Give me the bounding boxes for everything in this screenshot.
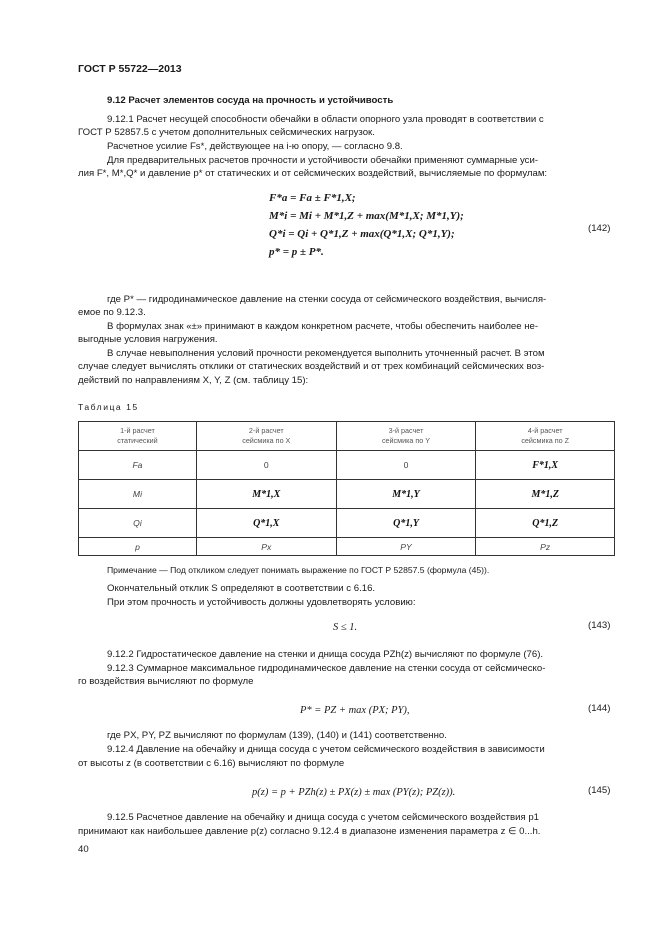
paragraph-refined-line3: действий по направлениям X, Y, Z (см. таблицу 15): <box>78 375 309 386</box>
table-cell: 0 <box>196 451 336 480</box>
table-cell: F*1,X <box>476 451 615 480</box>
section-title: 9.12 Расчет элементов сосуда на прочность и устойчивость <box>107 95 394 106</box>
paragraph-9-12-3-line2: го воздействия вычисляют по формуле <box>78 676 254 687</box>
table-cell: p <box>79 538 197 556</box>
paragraph-9-12-1-line1: 9.12.1 Расчет несущей способности обечайки в области опорного узла проводят в соответствии с <box>107 114 544 125</box>
page-number: 40 <box>78 844 89 855</box>
paragraph-prelim-line1: Для предварительных расчетов прочности и устойчивости обечайки применяют суммарные уси- <box>107 155 539 166</box>
table-header-cell: 4-й расчет сейсмика по Z <box>476 422 615 451</box>
equation-number-145: (145) <box>588 785 611 796</box>
formula-143: S ≤ 1. <box>333 622 358 633</box>
paragraph-where-line1: где P* — гидродинамическое давление на стенки сосуда от сейсмического воздействия, вычисля- <box>107 294 547 305</box>
paragraph-9-12-5-line2: принимают как наибольшее давление p(z) согласно 9.12.4 в диапазоне изменения параметра z ∈ 0...h. <box>78 826 541 837</box>
table-header-row <box>79 422 615 451</box>
paragraph-sign-line1: В формулах знак «±» принимают в каждом конкретном расчете, чтобы обеспечить наиболее не- <box>107 321 539 332</box>
formula-142-line3: Q*i = Qi + Q*1,Z + max(Q*1,X; Q*1,Y); <box>269 228 455 240</box>
table-cell: PY <box>336 538 476 556</box>
equation-number-143: (143) <box>588 620 611 631</box>
table-cell: 0 <box>336 451 476 480</box>
equation-number-142: (142) <box>588 223 611 234</box>
table-15 <box>78 421 615 556</box>
paragraph-refined-line2: случае следует вычислять отклики от статических воздействий и от трех комбинаций сейсмических воз- <box>78 361 545 372</box>
paragraph-refined-line1: В случае невыполнения условий прочности рекомендуется выполнить уточненный расчет. В этом <box>107 348 545 359</box>
paragraph-9-12-1-line2: ГОСТ Р 52857.5 с учетом дополнительных сейсмических нагрузок. <box>78 127 375 138</box>
table-caption: Таблица 15 <box>78 402 139 412</box>
table-cell: Qi <box>79 509 197 538</box>
paragraph-sign-line2: выгодные условия нагружения. <box>78 334 218 345</box>
table-header-cell: 3-й расчет сейсмика по Y <box>336 422 476 451</box>
formula-144: P* = PZ + max (PX; PY), <box>300 705 410 716</box>
paragraph-prelim-line2: лия F*, M*,Q* и давление p* от статических и от сейсмических воздействий, вычисляемые по формулам: <box>78 168 548 179</box>
table-cell: M*1,Y <box>336 480 476 509</box>
paragraph-9-12-3-line1: 9.12.3 Суммарное максимальное гидродинамическое давление на стенки сосуда от сейсмическо- <box>107 663 546 674</box>
table-cell: M*1,X <box>196 480 336 509</box>
table-cell: Fa <box>79 451 197 480</box>
paragraph-final-response: Окончательный отклик S определяют в соответствии с 6.16. <box>107 583 376 594</box>
paragraph-where-pxyz: где PX, PY, PZ вычисляют по формулам (139), (140) и (141) соответственно. <box>107 730 447 741</box>
table-cell: Q*1,Y <box>336 509 476 538</box>
table-row <box>79 451 615 480</box>
table-header-cell: 2-й расчет сейсмика по X <box>196 422 336 451</box>
table-note: Примечание — Под откликом следует понимать выражение по ГОСТ Р 52857.5 (формула (45)). <box>107 565 490 575</box>
equation-number-144: (144) <box>588 703 611 714</box>
table-cell: Mi <box>79 480 197 509</box>
paragraph-force: Расчетное усилие Fs*, действующее на i-ю опору, — согласно 9.8. <box>107 141 403 152</box>
paragraph-9-12-2: 9.12.2 Гидростатическое давление на стенки и днища сосуда PZh(z) вычисляют по формуле (76). <box>107 649 544 660</box>
table-row <box>79 509 615 538</box>
table-cell: Q*1,Z <box>476 509 615 538</box>
table-cell: Q*1,X <box>196 509 336 538</box>
paragraph-where-line2: емое по 9.12.3. <box>78 307 146 318</box>
standard-header: ГОСТ Р 55722—2013 <box>78 63 182 75</box>
paragraph-9-12-4-line2: от высоты z (в соответствии с 6.16) вычисляют по формуле <box>78 758 345 769</box>
paragraph-condition: При этом прочность и устойчивость должны удовлетворять условию: <box>107 597 416 608</box>
formula-142-line4: p* = p ± P*. <box>269 246 324 258</box>
table-header-cell: 1-й расчет статический <box>79 422 197 451</box>
table-row <box>79 480 615 509</box>
formula-145: p(z) = p + PZh(z) ± PX(z) ± max (PY(z); PZ(z)). <box>252 787 456 798</box>
paragraph-9-12-4-line1: 9.12.4 Давление на обечайку и днища сосуда с учетом сейсмического воздействия в зависимости <box>107 744 545 755</box>
formula-142-line1: F*a = Fa ± F*1,X; <box>269 192 356 204</box>
table-cell: Pz <box>476 538 615 556</box>
table-cell: Px <box>196 538 336 556</box>
formula-142-line2: M*i = Mi + M*1,Z + max(M*1,X; M*1,Y); <box>269 210 464 222</box>
table-row <box>79 538 615 556</box>
paragraph-9-12-5-line1: 9.12.5 Расчетное давление на обечайку и днища сосуда с учетом сейсмического воздействия p1 <box>107 812 540 823</box>
table-cell: M*1,Z <box>476 480 615 509</box>
